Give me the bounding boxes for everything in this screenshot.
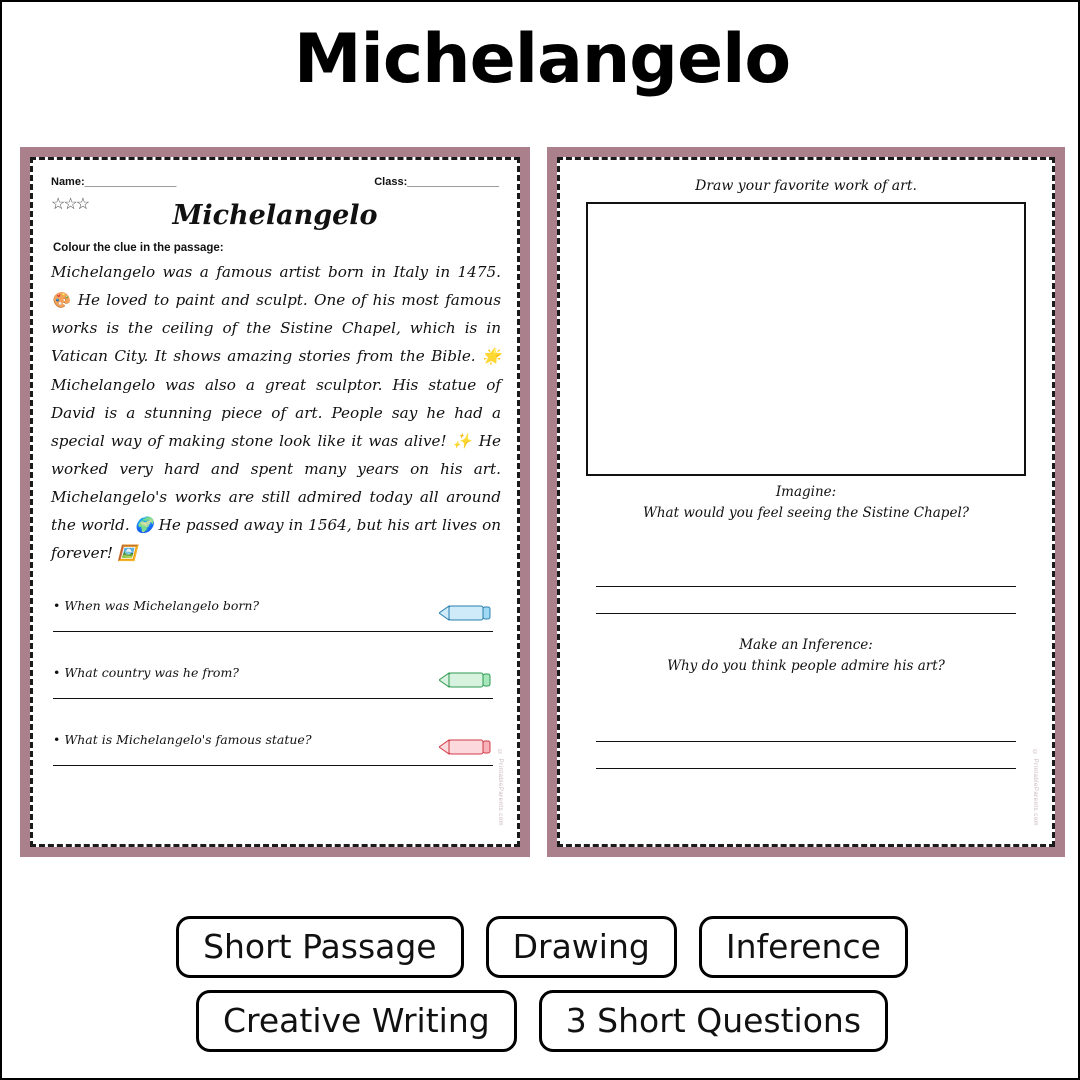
imagine-question: What would you feel seeing the Sistine Chapel? — [642, 504, 969, 521]
answer-line[interactable] — [53, 698, 493, 699]
imagine-section-heading — [560, 482, 1052, 524]
question-block-1 — [53, 598, 499, 632]
inference-question: Why do you think people admire his art? — [667, 657, 945, 674]
answer-line[interactable] — [596, 587, 1016, 614]
student-info-row — [51, 176, 499, 188]
inference-section-heading — [560, 635, 1052, 677]
inference-label: Make an Inference: — [739, 637, 873, 653]
watermark-right: © PrintableParents.com — [1032, 749, 1038, 826]
worksheet-page-left — [20, 147, 530, 857]
watermark-left: © PrintableParents.com — [497, 749, 503, 826]
crayon-icon-blue — [439, 604, 491, 622]
feature-tag-row-2 — [2, 990, 1080, 1052]
worksheet-right-inner — [557, 157, 1055, 847]
tag-creative-writing[interactable]: Creative Writing — [196, 990, 517, 1052]
page-title: Michelangelo — [293, 20, 791, 99]
feature-tags — [2, 916, 1080, 1064]
answer-line[interactable] — [53, 765, 493, 766]
question-block-3 — [53, 732, 499, 766]
answer-line[interactable] — [596, 715, 1016, 742]
name-field-label[interactable]: Name:_______________ — [51, 176, 177, 188]
question-text: • When was Michelangelo born? — [53, 598, 260, 613]
instruction-text: Colour the clue in the passage: — [53, 242, 224, 254]
drawing-area[interactable] — [586, 202, 1026, 476]
tag-drawing[interactable]: Drawing — [486, 916, 677, 978]
answer-line[interactable] — [53, 631, 493, 632]
worksheet-left-inner — [30, 157, 520, 847]
answer-line[interactable] — [596, 560, 1016, 587]
imagine-answer-lines — [596, 560, 1016, 614]
answer-line[interactable] — [596, 742, 1016, 769]
question-text: • What is Michelangelo's famous statue? — [53, 732, 312, 747]
question-block-2 — [53, 665, 499, 699]
tag-short-passage[interactable]: Short Passage — [176, 916, 464, 978]
worksheet-page-right — [547, 147, 1065, 857]
tag-inference[interactable]: Inference — [699, 916, 908, 978]
question-text: • What country was he from? — [53, 665, 239, 680]
class-field-label[interactable]: Class:_______________ — [374, 176, 499, 188]
imagine-label: Imagine: — [775, 484, 837, 500]
feature-tag-row-1 — [2, 916, 1080, 978]
tag-3-short-questions[interactable]: 3 Short Questions — [539, 990, 888, 1052]
worksheet-title: Michelangelo — [172, 200, 378, 231]
drawing-prompt: Draw your favorite work of art. — [695, 178, 917, 194]
crayon-icon-green — [439, 671, 491, 689]
inference-answer-lines — [596, 715, 1016, 769]
star-rating-icon: ☆☆☆ — [51, 196, 89, 213]
reading-passage: Michelangelo was a famous artist born in Italy in 1475. 🎨 He loved to paint and sculpt. One of his most famous works is the ceiling of the Sistine Chapel, which is in Vatican City. It shows amazing stories from the Bible. 🌟 Michelangelo was also a great sculptor. His statue of David is a stunning piece of art. People say he had a special way of making stone look like it was alive! ✨ He worked very hard and spent many years on his art. Michelangelo's works are still admired today all around the world. 🌍 He passed away in 1564, but his art lives on forever! 🖼️ — [51, 263, 501, 563]
crayon-icon-red — [439, 738, 491, 756]
